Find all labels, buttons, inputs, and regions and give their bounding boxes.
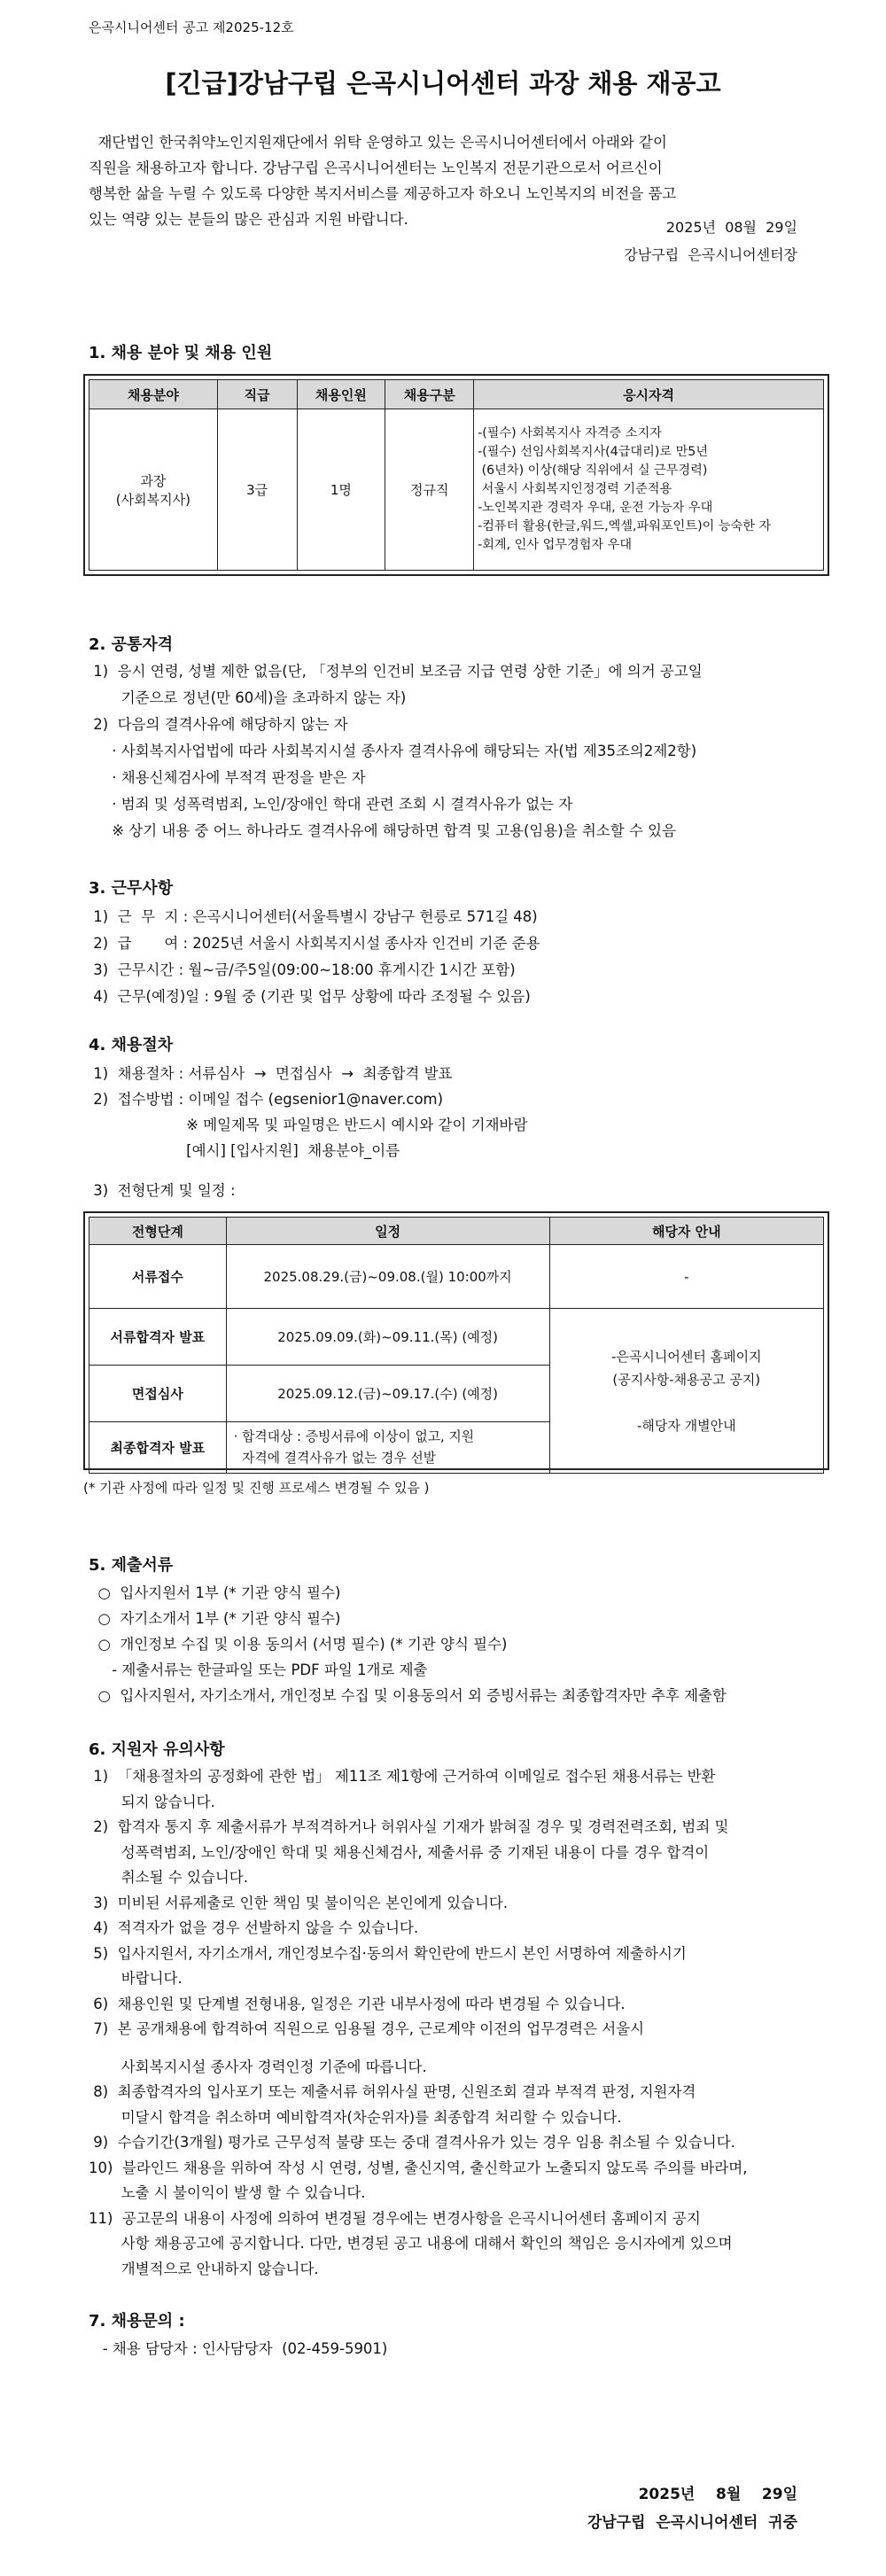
section-7-title: 7. 채용문의 :	[89, 2312, 185, 2331]
table-row	[89, 1309, 824, 1366]
body-line: 사회복지시설 종사자 경력인정 기준에 따릅니다.	[89, 2058, 427, 2075]
qualification-line: -컴퓨터 활용(한글,워드,엑셀,파워포인트)이 능숙한 자	[478, 519, 772, 533]
section-6-title: 6. 지원자 유의사항	[89, 1740, 225, 1759]
notice-date: 2025년 08월 29일	[665, 219, 797, 236]
body-line: 11) 공고문의 내용이 사정에 의하여 변경될 경우에는 변경사항을 은곡시니어센터 홈페이지 공지	[89, 2209, 701, 2227]
body-line: 1) 응시 연령, 성별 제한 없음(단, 「정부의 인건비 보조금 지급 연령 상한 기준」에 의거 공고일	[89, 663, 703, 680]
schedule-footnote: (* 기관 사정에 따라 일정 및 진행 프로세스 변경될 수 있음 )	[83, 1480, 430, 1496]
header-field: 채용분야	[89, 380, 218, 409]
issuer: 강남구립 은곡시니어센터장	[624, 246, 797, 263]
header-qualification: 응시자격	[474, 380, 824, 409]
page-title: [긴급]강남구립 은곡시니어센터 과장 채용 재공고	[165, 68, 721, 98]
body-line: 3) 미비된 서류제출로 인한 책임 및 불이익은 본인에게 있습니다.	[89, 1894, 509, 1911]
section-3-title: 3. 근무사항	[89, 879, 174, 898]
section-5-title: 5. 제출서류	[89, 1556, 174, 1575]
table-row	[89, 409, 824, 571]
body-line: ※ 메일제목 및 파일명은 반드시 예시와 같이 기재바람	[89, 1117, 528, 1133]
body-line: 4) 적격자가 없을 경우 선발하지 않을 수 있습니다.	[89, 1919, 419, 1936]
stage-cell: 서류접수	[89, 1245, 227, 1309]
qualification-line: (6년차) 이상(해당 직위에서 실 근무경력)	[478, 463, 708, 478]
qualification-line: -(필수) 사회복지사 자격증 소지자	[478, 426, 662, 440]
body-line: ○ 입사지원서 1부 (* 기관 양식 필수)	[89, 1584, 341, 1601]
intro-line: 있는 역량 있는 분들의 많은 관심과 지원 바랍니다.	[89, 211, 408, 228]
body-line: 취소될 수 있습니다.	[89, 1869, 248, 1886]
qualification-cell	[474, 409, 824, 571]
body-line: 6) 채용인원 및 단계별 전형내용, 일정은 기관 내부사정에 따라 변경될 수 있습니다.	[89, 1995, 626, 2012]
qualification-line: 서울시 사회복지인정경력 기준적용	[478, 482, 672, 496]
field-title: 과장	[140, 472, 167, 489]
body-line: 기준으로 정년(만 60세)을 초과하지 않는 자)	[89, 689, 407, 706]
schedule-table	[89, 1217, 824, 1474]
body-line: 8) 최종합격자의 입사포기 또는 제출서류 허위사실 판명, 신원조회 결과 부적격 판정, 지원자격	[89, 2083, 696, 2100]
header-note: 해당자 안내	[549, 1218, 823, 1245]
schedule-cell: 2025.09.12.(금)~09.17.(수) (예정)	[226, 1366, 549, 1422]
table-header-row	[89, 380, 824, 409]
body-line: - 제출서류는 한글파일 또는 PDF 파일 1개로 제출	[89, 1662, 428, 1678]
intro-line: 직원을 채용하고자 합니다. 강남구립 은곡시니어센터는 노인복지 전문기관으로서 어르신이	[89, 160, 663, 176]
body-line: ※ 상기 내용 중 어느 하나라도 결격사유에 해당하면 합격 및 고용(임용)을 취소할 수 있음	[89, 822, 677, 839]
footer-date: 2025년 8월 29일	[638, 2486, 797, 2503]
schedule-line: · 합격대상 : 증빙서류에 이상이 없고, 지원	[233, 1428, 475, 1444]
body-line: 4) 근무(예정)일 : 9월 중 (기관 및 업무 상황에 따라 조정될 수 있음)	[89, 988, 531, 1005]
qualification-line: -(필수) 선임사회복지사(4급대리)로 만5년	[478, 445, 709, 459]
body-line: ○ 자기소개서 1부 (* 기관 양식 필수)	[89, 1610, 341, 1627]
body-line: 노출 시 불이익이 발생 할 수 있습니다.	[89, 2184, 366, 2201]
body-line: 되지 않습니다.	[89, 1793, 215, 1810]
body-line: 2) 급 여 : 2025년 서울시 사회복지시설 종사자 인건비 기준 준용	[89, 935, 540, 952]
note-cell: -	[549, 1245, 823, 1309]
section-3-body	[89, 904, 540, 1010]
notice-number: 은곡시니어센터 공고 제2025-12호	[89, 19, 294, 35]
section-2-title: 2. 공통자격	[89, 635, 174, 654]
recruitment-table	[89, 379, 824, 571]
body-line: ○ 입사지원서, 자기소개서, 개인정보 수집 및 이용동의서 외 증빙서류는 최종합격자만 추후 제출함	[89, 1687, 727, 1704]
header-schedule: 일정	[226, 1218, 549, 1245]
schedule-cell: 2025.09.09.(화)~09.11.(목) (예정)	[226, 1309, 549, 1366]
body-line: 9) 수습기간(3개월) 평가로 근무성적 불량 또는 중대 결격사유가 있는 경우 임용 취소될 수 있습니다.	[89, 2134, 735, 2151]
body-line: 개별적으로 안내하지 않습니다.	[89, 2260, 319, 2277]
field-cell	[89, 409, 218, 571]
body-line: 2) 다음의 결격사유에 해당하지 않는 자	[89, 716, 348, 733]
body-line: ○ 개인정보 수집 및 이용 동의서 (서명 필수) (* 기관 양식 필수)	[89, 1636, 508, 1653]
body-line: 2) 합격자 통지 후 제출서류가 부적격하거나 허위사실 기재가 밝혀질 경우 및 경력전력조회, 범죄 및	[89, 1818, 729, 1835]
grade-cell: 3급	[217, 409, 297, 571]
body-line: 2) 접수방법 : 이메일 접수 (egsenior1@naver.com)	[89, 1091, 444, 1108]
section-4-title: 4. 채용절차	[89, 1036, 174, 1055]
body-line: 1) 「채용절차의 공정화에 관한 법」 제11조 제1항에 근거하여 이메일로 접수된 채용서류는 반환	[89, 1768, 716, 1785]
body-line: 바랍니다.	[89, 1970, 183, 1987]
stage-cell: 서류합격자 발표	[89, 1309, 227, 1366]
schedule-cell	[226, 1422, 549, 1474]
field-subtitle: (사회복지사)	[115, 491, 190, 508]
body-line: 7) 본 공개채용에 합격하여 직원으로 임용될 경우, 근로계약 이전의 업무경력은 서울시	[89, 2020, 645, 2037]
contact-line: - 채용 담당자 : 인사담당자 (02-459-5901)	[89, 2340, 388, 2357]
footer-signature: 강남구립 은곡시니어센터 귀중	[587, 2514, 797, 2532]
body-line: 10) 블라인드 채용을 위하여 작성 시 연령, 성별, 출신지역, 출신학교가 노출되지 않도록 주의를 바라며,	[89, 2159, 748, 2176]
note-line: -은곡시니어센터 홈페이지	[610, 1348, 762, 1365]
body-line: · 범죄 및 성폭력범죄, 노인/장애인 학대 관련 조회 시 결격사유가 없는 자	[89, 796, 573, 813]
stage-cell: 면접심사	[89, 1366, 227, 1422]
note-line	[551, 1391, 822, 1414]
body-line: 미달시 합격을 취소하며 예비합격자(차순위자)를 최종합격 처리할 수 있습니다.	[89, 2108, 622, 2126]
body-line: 1) 채용절차 : 서류심사 → 면접심사 → 최종합격 발표	[89, 1065, 453, 1082]
header-type: 채용구분	[385, 380, 474, 409]
header-count: 채용인원	[297, 380, 385, 409]
stage-cell: 최종합격자 발표	[89, 1422, 227, 1474]
count-cell: 1명	[297, 409, 385, 571]
schedule-cell: 2025.08.29.(금)~09.08.(월) 10:00까지	[226, 1245, 549, 1309]
qualification-line: -노인복지관 경력자 우대, 운전 가능자 우대	[478, 501, 713, 515]
section-2-body	[89, 658, 703, 844]
section-6-body	[89, 1764, 747, 2282]
table-header-row	[89, 1218, 824, 1245]
schedule-label: 3) 전형단계 및 일정 :	[89, 1182, 236, 1199]
section-4-body	[89, 1061, 527, 1163]
announcement-cell	[549, 1309, 823, 1474]
section-1-title: 1. 채용 분야 및 채용 인원	[89, 344, 273, 362]
body-line: · 채용신체검사에 부적격 판정을 받은 자	[89, 769, 366, 786]
body-line: 성폭력범죄, 노인/장애인 학대 및 채용신체검사, 제출서류 중 기재된 내용이 다를 경우 합격이	[89, 1843, 710, 1861]
body-line: 1) 근 무 지 : 은곡시니어센터(서울특별시 강남구 헌릉로 571길 48)	[89, 908, 538, 925]
header-grade: 직급	[217, 380, 297, 409]
body-line: 사항 채용공고에 공지합니다. 다만, 변경된 공고 내용에 대해서 확인의 책임은 응시자에게 있으며	[89, 2235, 733, 2252]
body-line: · 사회복지사업법에 따라 사회복지시설 종사자 결격사유에 해당되는 자(법 제35조의2제2항)	[89, 743, 697, 759]
type-cell: 정규직	[385, 409, 474, 571]
intro-line: 행복한 삶을 누릴 수 있도록 다양한 복지서비스를 제공하고자 하오니 노인복지의 비전을 품고	[89, 185, 677, 202]
header-stage: 전형단계	[89, 1218, 227, 1245]
qualification-line: -회계, 인사 업무경험자 우대	[478, 538, 633, 552]
body-line: 5) 입사지원서, 자기소개서, 개인정보수집·동의서 확인란에 반드시 본인 서명하여 제출하시기	[89, 1944, 687, 1962]
section-5-body	[89, 1580, 727, 1708]
body-line: [예시] [입사지원] 채용분야_이름	[89, 1142, 400, 1159]
table-row	[89, 1245, 824, 1309]
note-line: (공지사항-채용공고 공지)	[612, 1371, 761, 1388]
schedule-line: 자격에 결격사유가 없는 경우 선발	[233, 1450, 437, 1466]
note-line: -해당자 개별안내	[636, 1417, 736, 1434]
body-line: 3) 근무시간 : 월~금/주5일(09:00~18:00 휴게시간 1시간 포함)	[89, 961, 516, 978]
intro-line: 재단법인 한국취약노인지원재단에서 위탁 운영하고 있는 은곡시니어센터에서 아래와 같이	[89, 134, 667, 151]
